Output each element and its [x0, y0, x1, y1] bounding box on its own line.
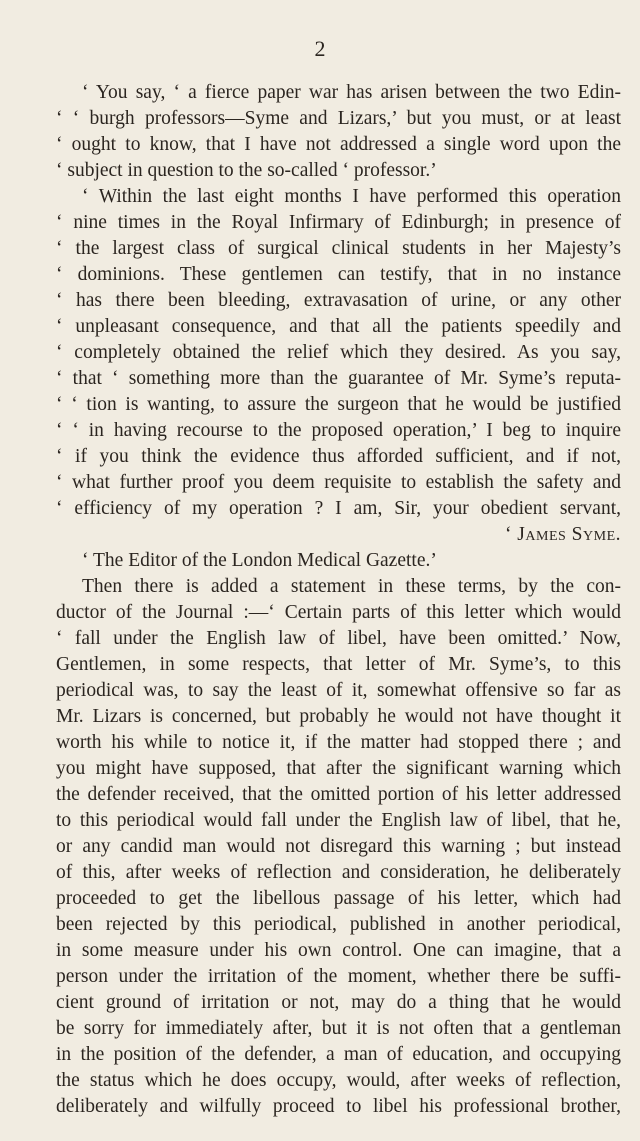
- text-line: ‘ The Editor of the London Medical Gazette.’: [82, 550, 437, 571]
- text-line: deliberately and wilfully proceed to libel his professional brother,: [56, 1096, 621, 1117]
- text-line: ‘ nine times in the Royal Infirmary of Edinburgh; in presence of: [56, 212, 621, 233]
- text-line: or any candid man would not disregard this warning ; but instead: [56, 836, 621, 857]
- text-line: Mr. Lizars is concerned, but probably he would not have thought it: [56, 706, 621, 727]
- text-line: worth his while to notice it, if the matter had stopped there ; and: [56, 732, 621, 753]
- text-line: proceeded to get the libellous passage of his letter, which had: [56, 888, 621, 909]
- text-line: to this periodical would fall under the English law of libel, that he,: [56, 810, 621, 831]
- text-line: ‘ Within the last eight months I have performed this operation: [82, 186, 621, 207]
- text-line: ‘ what further proof you deem requisite to establish the safety and: [56, 472, 621, 493]
- text-line: the status which he does occupy, would, after weeks of reflection,: [56, 1070, 621, 1091]
- text-line: ductor of the Journal :—‘ Certain parts of this letter which would: [56, 602, 621, 623]
- text-line: ‘ efficiency of my operation ? I am, Sir, your obedient servant,: [56, 498, 621, 519]
- text-line: cient ground of irritation or not, may do a thing that he would: [56, 992, 621, 1013]
- text-line: ‘ that ‘ something more than the guarantee of Mr. Syme’s reputa-: [56, 368, 621, 389]
- text-line: ‘ the largest class of surgical clinical students in her Majesty’s: [56, 238, 621, 259]
- text-line: Gentlemen, in some respects, that letter of Mr. Syme’s, to this: [56, 654, 621, 675]
- text-line: ‘ ‘ tion is wanting, to assure the surgeon that he would be justified: [56, 394, 621, 415]
- body-text: [56, 80, 621, 1120]
- text-line: been rejected by this periodical, published in another periodical,: [56, 914, 621, 935]
- text-line: ‘ fall under the English law of libel, have been omitted.’ Now,: [56, 628, 621, 649]
- text-line: ‘ subject in question to the so-called ‘ professor.’: [56, 160, 437, 181]
- text-line: ‘ ought to know, that I have not addressed a single word upon the: [56, 134, 621, 155]
- text-line: ‘ unpleasant consequence, and that all the patients speedily and: [56, 316, 621, 337]
- text-line: ‘ You say, ‘ a fierce paper war has arisen between the two Edin-: [82, 82, 621, 103]
- text-line: person under the irritation of the moment, whether there be suffi-: [56, 966, 621, 987]
- text-line: Then there is added a statement in these terms, by the con-: [82, 576, 621, 597]
- text-line: ‘ James Syme.: [504, 524, 621, 545]
- text-line: ‘ ‘ in having recourse to the proposed operation,’ I beg to inquire: [56, 420, 621, 441]
- text-line: ‘ dominions. These gentlemen can testify, that in no instance: [56, 264, 621, 285]
- text-line: of this, after weeks of reflection and consideration, he deliberately: [56, 862, 621, 883]
- text-line: ‘ if you think the evidence thus afforded sufficient, and if not,: [56, 446, 621, 467]
- text-line: ‘ ‘ burgh professors—Syme and Lizars,’ but you must, or at least: [56, 108, 621, 129]
- text-line: periodical was, to say the least of it, somewhat offensive so far as: [56, 680, 621, 701]
- text-line: you might have supposed, that after the significant warning which: [56, 758, 621, 779]
- text-line: in some measure under his own control. One can imagine, that a: [56, 940, 621, 961]
- text-line: ‘ completely obtained the relief which they desired. As you say,: [56, 342, 621, 363]
- text-line: in the position of the defender, a man of education, and occupying: [56, 1044, 621, 1065]
- page-number: 2: [314, 36, 326, 61]
- text-line: ‘ has there been bleeding, extravasation of urine, or any other: [56, 290, 621, 311]
- text-line: be sorry for immediately after, but it is not often that a gentleman: [56, 1018, 621, 1039]
- text-line: the defender received, that the omitted portion of his letter addressed: [56, 784, 621, 805]
